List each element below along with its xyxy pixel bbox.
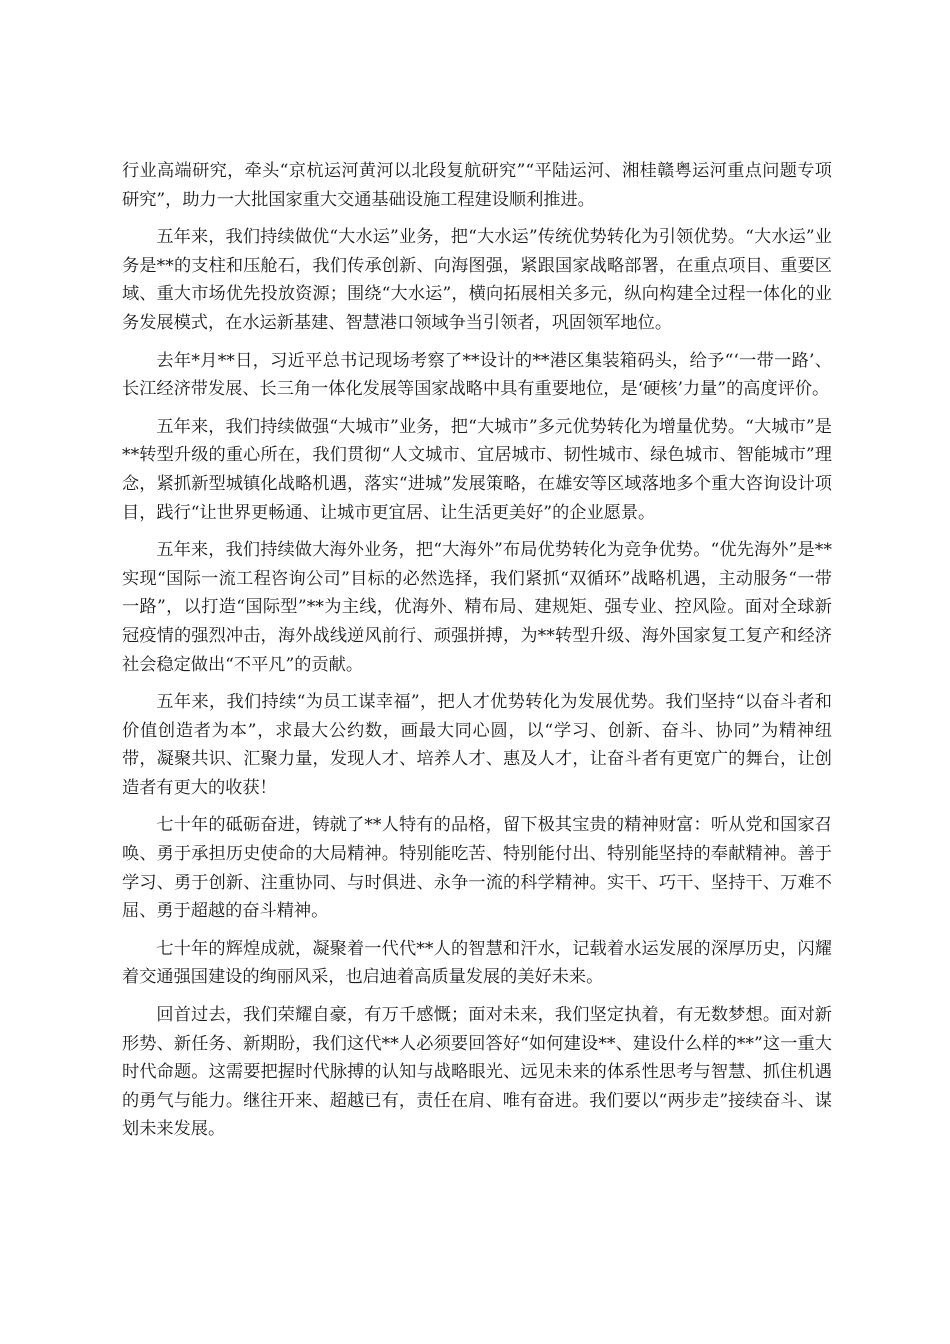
paragraph-water-transport: 五年来，我们持续做优“大水运”业务，把“大水运”传统优势转化为引领优势。“大水运”业务是**的支柱和压舱石，我们传承创新、向海图强，紧跟国家战略部署，在重点项目、重要区域、重大市场优先投放资源；围绕“大水运”，横向拓展相关多元，纵向构建全过程一体化的业务发展模式，在水运新基建、智慧港口领域争当引领者，巩固领军地位。	[122, 227, 832, 333]
document-body	[122, 157, 832, 1153]
paragraph-employee-happiness: 五年来，我们持续“为员工谋幸福”，把人才优势转化为发展优势。我们坚持“以奋斗者和价值创造者为本”，求最大公约数，画最大同心圆，以“学习、创新、奋斗、协同”为精神纽带，凝聚共识、汇聚力量，发现人才、培养人才、惠及人才，让奋斗者有更宽广的舞台，让创造者有更大的收获！	[122, 692, 832, 798]
paragraph-big-city: 五年来，我们持续做强“大城市”业务，把“大城市”多元优势转化为增量优势。“大城市”是**转型升级的重心所在，我们贯彻“人文城市、宜居城市、韧性城市、绿色城市、智能城市”理念，紧抓新型城镇化战略机遇，落实“进城”发展策略，在雄安等区域落地多个重大咨询设计项目，践行“让世界更畅通、让城市更宜居、让生活更美好”的企业愿景。	[122, 416, 832, 523]
paragraph-overseas: 五年来，我们持续做大海外业务，把“大海外”布局优势转化为竞争优势。“优先海外”是**实现“国际一流工程咨询公司”目标的必然选择，我们紧抓“双循环”战略机遇，主动服务“一带一路”，以打造“国际型”**为主线，优海外、精布局、建规矩、强专业、控风险。面对全球新冠疫情的强烈冲击，海外战线逆风前行、顽强拼搏，为**转型升级、海外国家复工复产和经济社会稳定做出“不平凡”的贡献。	[122, 540, 832, 675]
paragraph-continuation: 行业高端研究，牵头“京杭运河黄河以北段复航研究”“平陆运河、湘桂赣粤运河重点问题专项研究”，助力一大批国家重大交通基础设施工程建设顺利推进。	[122, 161, 832, 210]
paragraph-future: 回首过去，我们荣耀自豪，有万千感慨；面对未来，我们坚定执着，有无数梦想。面对新形势、新任务、新期盼，我们这代**人必须要回答好“如何建设**、建设什么样的**”这一重大时代命题。这需要把握时代脉搏的认知与战略眼光、远见未来的体系性思考与智慧、抓住机遇的勇气与能力。继往开来、超越已有，责任在肩、唯有奋进。我们要以“两步走”接续奋斗、谋划未来发展。	[122, 1005, 832, 1140]
paragraph-inspection: 去年*月**日，习近平总书记现场考察了**设计的**港区集装箱码头，给予“‘一带一路’、长江经济带发展、长三角一体化发展等国家战略中具有重要地位，是‘硬核’力量”的高度评价。	[122, 350, 832, 400]
paragraph-achievements: 七十年的辉煌成就，凝聚着一代代**人的智慧和汗水，记载着水运发展的深厚历史，闪耀着交通强国建设的绚丽风采，也启迪着高质量发展的美好未来。	[122, 938, 832, 988]
paragraph-spirit: 七十年的砥砺奋进，铸就了**人特有的品格，留下极其宝贵的精神财富：听从党和国家召唤、勇于承担历史使命的大局精神。特别能吃苦、特别能付出、特别能坚持的奉献精神。善于学习、勇于创新、注重协同、与时俱进、永争一流的科学精神。实干、巧干、坚持干、万难不屈、勇于超越的奋斗精神。	[122, 815, 832, 922]
